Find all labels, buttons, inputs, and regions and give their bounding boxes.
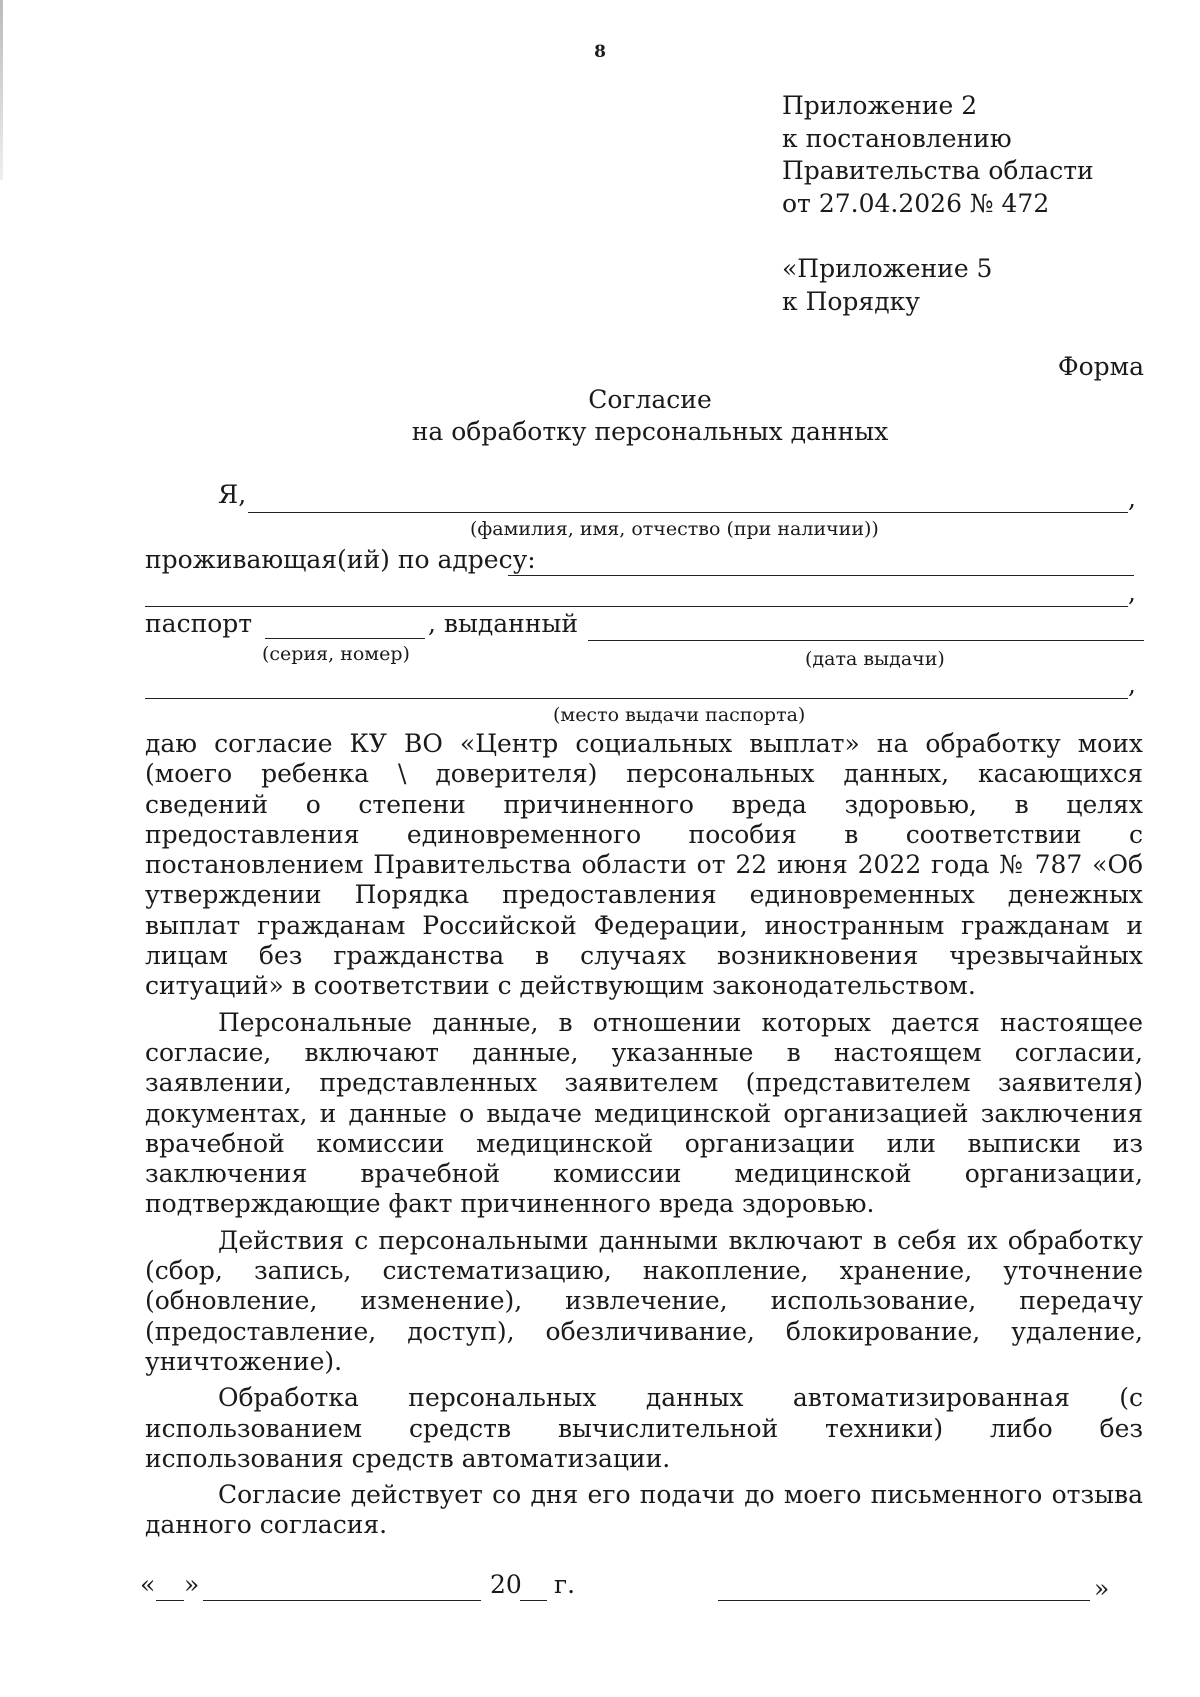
paragraph: Персональные данные, в отношении которых дается настоящее согласие, включают данные, указанные в настоящем согласии, заявлении, представленных заявителем (представителем заявителя) документах, и данные о выдаче медицинской организацией заключения врачебной комиссии медицинской организации или выписки из заключения врачебной комиссии медицинской организации, подтверждающие факт причиненного вреда здоровью. [145,1007,1143,1219]
scan-edge [0,0,3,180]
place-comma: , [1128,670,1136,699]
issued-label: , выданный [428,609,579,638]
date-open-quote: « [140,1570,156,1599]
date-caption: (дата выдачи) [805,648,945,670]
series-caption: (серия, номер) [262,643,410,665]
title-line-1: Согласие [588,385,712,414]
passport-series-line[interactable] [265,638,425,639]
end-quote: » [1094,1574,1110,1603]
paragraph: Действия с персональными данными включают в себя их обработку (сбор, запись, систематизацию, накопление, хранение, уточнение (обновление, изменение), извлечение, использование, передачу (предоставление, доступ), обезличивание, блокирование, удаление, уничтожение). [145,1225,1143,1376]
address-line[interactable] [508,575,1134,576]
annex-line: Приложение 2 [782,91,978,120]
annex-block [782,90,1094,220]
paragraph: Согласие действует со дня его подачи до моего письменного отзыва данного согласия. [145,1480,1143,1540]
annex-sub-block [782,253,992,318]
fio-caption: (фамилия, имя, отчество (при наличии)) [470,518,879,540]
document-title [0,384,1200,448]
year-prefix: 20 [490,1570,522,1599]
annex-line: к постановлению [782,123,1012,153]
date-close-quote: » [184,1570,200,1599]
place-caption: (место выдачи паспорта) [553,704,806,726]
consent-body [145,729,1143,1541]
passport-date-line[interactable] [588,640,1144,641]
form-label: Форма [1057,352,1144,381]
passport-place-line[interactable] [145,698,1128,699]
month-line[interactable] [203,1600,481,1601]
paragraph: даю согласие КУ ВО «Центр социальных выплат» на обработку моих (моего ребенка \ доверителя) персональных данных, касающихся сведений о степени причиненного вреда здоровью, в целях предоставления единовременного пособия в соответствии с постановлением Правительства области от 22 июня 2022 года № 787 «Об утверждении Порядка предоставления единовременных денежных выплат гражданам Российской Федерации, иностранным гражданам и лицам без гражданства в случаях возникновения чрезвычайных ситуаций» в соответствии с действующим законодательством. [145,729,1143,1001]
address-comma: , [1128,578,1136,607]
annex-sub-line: к Порядку [782,286,920,316]
year-line[interactable] [520,1600,547,1601]
day-line[interactable] [156,1600,184,1601]
fio-line[interactable] [248,512,1128,513]
i-label: Я, [218,480,247,509]
paragraph: Обработка персональных данных автоматизированная (с использованием средств вычислительной техники) либо без использования средств автоматизации. [145,1383,1143,1473]
address-label: проживающая(ий) по адресу: [145,545,536,574]
address-line-2[interactable] [145,606,1128,607]
title-line-2: на обработку персональных данных [411,417,889,446]
annex-sub-line: «Приложение 5 [782,254,993,283]
signature-line[interactable] [718,1600,1090,1601]
page-number: 8 [594,42,606,62]
year-suffix: г. [554,1570,576,1599]
annex-line: от 27.04.2026 № 472 [782,188,1050,218]
passport-label: паспорт [145,609,253,638]
annex-line: Правительства области [782,156,1094,185]
fio-comma: , [1128,484,1136,513]
